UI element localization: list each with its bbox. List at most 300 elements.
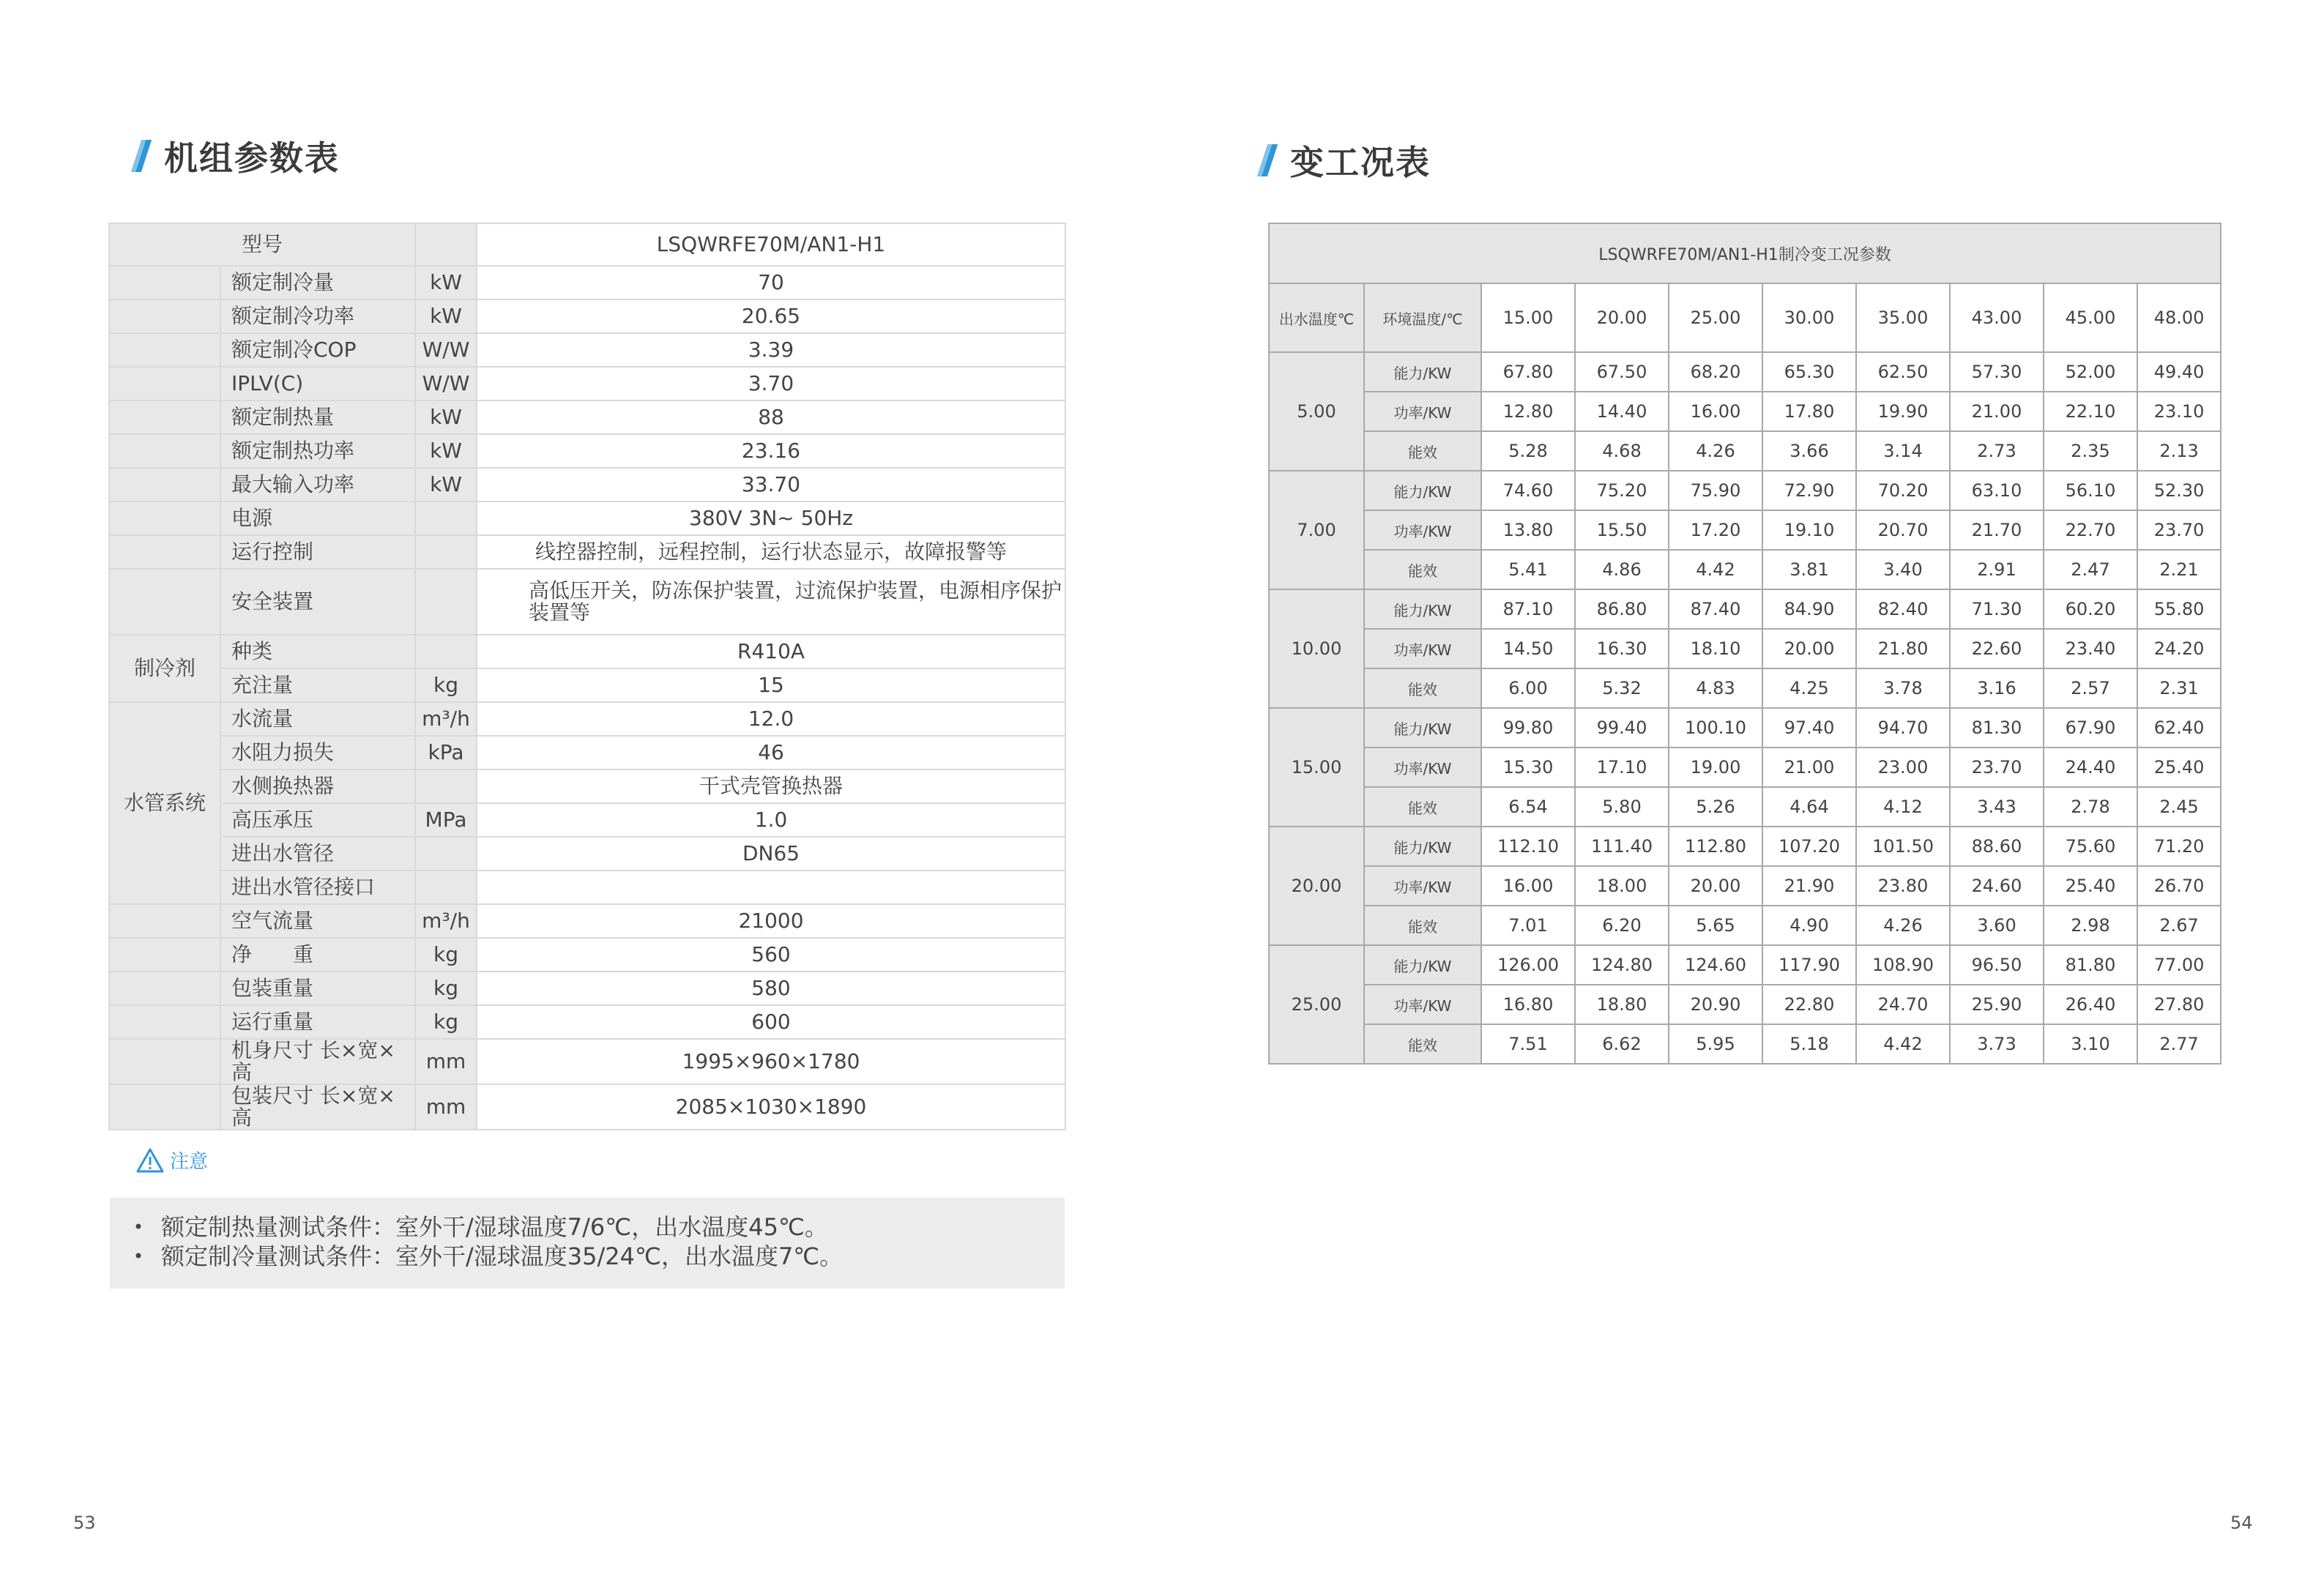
- metric-value: 101.50: [1856, 827, 1950, 866]
- group-cell: [109, 266, 220, 299]
- metric-value: 67.50: [1575, 352, 1669, 392]
- param-name: 进出水管径接口: [220, 870, 415, 904]
- spec-row: [109, 972, 1065, 1005]
- param-unit: kW: [415, 468, 477, 502]
- metric-value: 55.80: [2137, 589, 2221, 629]
- metric-label: 能力/KW: [1364, 589, 1481, 629]
- metric-value: 16.30: [1575, 629, 1669, 668]
- spec-row: [109, 668, 1065, 702]
- group-cell: [109, 972, 220, 1005]
- metric-value: 4.26: [1856, 906, 1950, 945]
- spec-row: [109, 1005, 1065, 1039]
- metric-value: 99.80: [1481, 708, 1575, 748]
- metric-value: 25.90: [1950, 985, 2044, 1024]
- metric-value: 18.10: [1669, 629, 1762, 668]
- metric-value: 124.60: [1669, 945, 1762, 985]
- metric-value: 56.10: [2044, 471, 2137, 510]
- param-unit: m³/h: [415, 702, 477, 736]
- metric-value: 7.01: [1481, 906, 1575, 945]
- spec-row: [109, 266, 1065, 299]
- metric-value: 22.60: [1950, 629, 2044, 668]
- param-unit: [415, 502, 477, 535]
- perf-row: [1269, 629, 2221, 668]
- metric-value: 22.10: [2044, 392, 2137, 431]
- group-cell: [109, 938, 220, 972]
- param-value: 560: [477, 938, 1065, 972]
- perf-row: [1269, 392, 2221, 431]
- param-name: 水流量: [220, 702, 415, 736]
- param-value: 33.70: [477, 468, 1065, 502]
- param-value: 12.0: [477, 702, 1065, 736]
- metric-value: 4.90: [1762, 906, 1856, 945]
- group-cell: [109, 367, 220, 400]
- metric-value: 3.43: [1950, 787, 2044, 827]
- param-value: DN65: [477, 837, 1065, 870]
- metric-value: 87.10: [1481, 589, 1575, 629]
- param-unit: [415, 870, 477, 904]
- spec-row: [109, 635, 1065, 668]
- spec-table: [108, 223, 1066, 1130]
- note-text: 额定制冷量测试条件：室外干/湿球温度35/24℃，出水温度7℃。: [161, 1242, 843, 1270]
- param-value: R410A: [477, 635, 1065, 668]
- metric-value: 2.77: [2137, 1024, 2221, 1064]
- spec-row: [109, 702, 1065, 736]
- param-value: 46: [477, 736, 1065, 769]
- param-unit: W/W: [415, 333, 477, 367]
- metric-value: 2.31: [2137, 668, 2221, 708]
- metric-value: 99.40: [1575, 708, 1669, 748]
- metric-value: 5.41: [1481, 550, 1575, 589]
- metric-value: 3.66: [1762, 431, 1856, 471]
- water-group-label: 水管系统: [109, 702, 220, 904]
- param-unit: mm: [415, 1084, 477, 1130]
- param-unit: kW: [415, 299, 477, 333]
- param-name: 机身尺寸 长×宽×高: [220, 1039, 415, 1084]
- metric-value: 112.10: [1481, 827, 1575, 866]
- note-box: [110, 1198, 1065, 1289]
- spec-row: [109, 333, 1065, 367]
- metric-value: 17.10: [1575, 748, 1669, 787]
- metric-value: 23.10: [2137, 392, 2221, 431]
- metric-label: 功率/KW: [1364, 748, 1481, 787]
- metric-label: 能力/KW: [1364, 945, 1481, 985]
- param-value: 1.0: [477, 803, 1065, 837]
- page-number-right: 54: [2230, 1513, 2253, 1533]
- spec-row: [109, 803, 1065, 837]
- param-value: 线控器控制，远程控制，运行状态显示，故障报警等: [477, 535, 1065, 569]
- metric-value: 14.40: [1575, 392, 1669, 431]
- metric-value: 87.40: [1669, 589, 1762, 629]
- perf-row: [1269, 866, 2221, 906]
- metric-value: 60.20: [2044, 589, 2137, 629]
- group-cell: [109, 299, 220, 333]
- metric-value: 3.73: [1950, 1024, 2044, 1064]
- metric-value: 19.90: [1856, 392, 1950, 431]
- metric-value: 100.10: [1669, 708, 1762, 748]
- metric-value: 86.80: [1575, 589, 1669, 629]
- group-cell: [109, 502, 220, 535]
- metric-value: 4.64: [1762, 787, 1856, 827]
- param-name: 额定制冷COP: [220, 333, 415, 367]
- perf-row: [1269, 1024, 2221, 1064]
- group-cell: [109, 569, 220, 635]
- metric-value: 52.00: [2044, 352, 2137, 392]
- metric-value: 4.42: [1669, 550, 1762, 589]
- metric-value: 57.30: [1950, 352, 2044, 392]
- metric-value: 84.90: [1762, 589, 1856, 629]
- ambient-temp-cell: 20.00: [1575, 283, 1669, 352]
- metric-value: 70.20: [1856, 471, 1950, 510]
- metric-value: 5.95: [1669, 1024, 1762, 1064]
- note-item: [110, 1212, 1065, 1242]
- metric-value: 52.30: [2137, 471, 2221, 510]
- param-unit: [415, 837, 477, 870]
- param-name: 高压承压: [220, 803, 415, 837]
- metric-label: 能效: [1364, 550, 1481, 589]
- metric-value: 2.91: [1950, 550, 2044, 589]
- metric-value: 71.20: [2137, 827, 2221, 866]
- param-name: IPLV(C): [220, 367, 415, 400]
- ambient-temp-cell: 43.00: [1950, 283, 2044, 352]
- metric-value: 3.14: [1856, 431, 1950, 471]
- ambient-temp-cell: 48.00: [2137, 283, 2221, 352]
- metric-value: 2.35: [2044, 431, 2137, 471]
- perf-row: [1269, 471, 2221, 510]
- group-cell: [109, 1039, 220, 1084]
- outlet-temp-header: 出水温度℃: [1269, 283, 1364, 352]
- outlet-temp-cell: 15.00: [1269, 708, 1364, 827]
- note-heading: [136, 1147, 208, 1174]
- param-unit: [415, 635, 477, 668]
- metric-value: 21.80: [1856, 629, 1950, 668]
- param-unit: W/W: [415, 367, 477, 400]
- perf-caption-row: [1269, 223, 2221, 283]
- group-cell: [109, 468, 220, 502]
- metric-value: 94.70: [1856, 708, 1950, 748]
- metric-value: 5.80: [1575, 787, 1669, 827]
- metric-value: 71.30: [1950, 589, 2044, 629]
- refrigerant-group-label: 制冷剂: [109, 635, 220, 702]
- perf-row: [1269, 827, 2221, 866]
- metric-value: 82.40: [1856, 589, 1950, 629]
- metric-value: 2.47: [2044, 550, 2137, 589]
- metric-value: 21.90: [1762, 866, 1856, 906]
- metric-value: 96.50: [1950, 945, 2044, 985]
- param-unit: kW: [415, 400, 477, 434]
- spec-row: [109, 535, 1065, 569]
- outlet-temp-cell: 10.00: [1269, 589, 1364, 708]
- metric-value: 24.40: [2044, 748, 2137, 787]
- param-name: 包装重量: [220, 972, 415, 1005]
- param-name: 净 重: [220, 938, 415, 972]
- spec-row: [109, 299, 1065, 333]
- metric-label: 功率/KW: [1364, 510, 1481, 550]
- metric-value: 4.26: [1669, 431, 1762, 471]
- param-value: 580: [477, 972, 1065, 1005]
- param-name: 额定制冷量: [220, 266, 415, 299]
- metric-value: 16.00: [1481, 866, 1575, 906]
- metric-value: 5.18: [1762, 1024, 1856, 1064]
- ambient-temp-cell: 15.00: [1481, 283, 1575, 352]
- metric-value: 62.40: [2137, 708, 2221, 748]
- metric-value: 25.40: [2044, 866, 2137, 906]
- group-cell: [109, 1005, 220, 1039]
- metric-value: 107.20: [1762, 827, 1856, 866]
- param-unit: kg: [415, 938, 477, 972]
- metric-value: 63.10: [1950, 471, 2044, 510]
- metric-value: 23.40: [2044, 629, 2137, 668]
- metric-value: 67.90: [2044, 708, 2137, 748]
- metric-value: 4.25: [1762, 668, 1856, 708]
- ambient-temp-cell: 35.00: [1856, 283, 1950, 352]
- metric-value: 2.13: [2137, 431, 2221, 471]
- spec-row: [109, 1084, 1065, 1130]
- metric-value: 5.28: [1481, 431, 1575, 471]
- spec-row: [109, 569, 1065, 635]
- param-name: 电源: [220, 502, 415, 535]
- param-value: 3.70: [477, 367, 1065, 400]
- metric-value: 65.30: [1762, 352, 1856, 392]
- metric-value: 62.50: [1856, 352, 1950, 392]
- metric-value: 77.00: [2137, 945, 2221, 985]
- param-unit: MPa: [415, 803, 477, 837]
- spec-row: [109, 904, 1065, 938]
- ambient-temp-cell: 25.00: [1669, 283, 1762, 352]
- param-name: 种类: [220, 635, 415, 668]
- metric-value: 5.32: [1575, 668, 1669, 708]
- metric-value: 2.57: [2044, 668, 2137, 708]
- model-label: 型号: [109, 223, 415, 266]
- metric-value: 23.80: [1856, 866, 1950, 906]
- metric-value: 24.70: [1856, 985, 1950, 1024]
- metric-value: 74.60: [1481, 471, 1575, 510]
- group-cell: [109, 1084, 220, 1130]
- perf-row: [1269, 352, 2221, 392]
- group-cell: [109, 333, 220, 367]
- param-value: [477, 870, 1065, 904]
- perf-row: [1269, 985, 2221, 1024]
- spec-row: [109, 367, 1065, 400]
- metric-value: 81.30: [1950, 708, 2044, 748]
- metric-value: 4.83: [1669, 668, 1762, 708]
- perf-row: [1269, 589, 2221, 629]
- metric-value: 22.70: [2044, 510, 2137, 550]
- metric-value: 26.40: [2044, 985, 2137, 1024]
- perf-header-row: [1269, 283, 2221, 352]
- ambient-temp-header: 环境温度/℃: [1364, 283, 1481, 352]
- metric-value: 3.10: [2044, 1024, 2137, 1064]
- param-value: 23.16: [477, 434, 1065, 468]
- perf-row: [1269, 431, 2221, 471]
- perf-row: [1269, 708, 2221, 748]
- metric-value: 18.80: [1575, 985, 1669, 1024]
- metric-value: 17.20: [1669, 510, 1762, 550]
- note-label: 注意: [170, 1151, 209, 1173]
- param-value: 2085×1030×1890: [477, 1084, 1065, 1130]
- metric-value: 75.90: [1669, 471, 1762, 510]
- outlet-temp-cell: 5.00: [1269, 352, 1364, 471]
- metric-value: 3.81: [1762, 550, 1856, 589]
- spec-header-row: [109, 223, 1065, 266]
- param-name: 运行重量: [220, 1005, 415, 1039]
- metric-value: 108.90: [1856, 945, 1950, 985]
- perf-caption: LSQWRFE70M/AN1-H1制冷变工况参数: [1269, 223, 2221, 283]
- metric-value: 3.16: [1950, 668, 2044, 708]
- metric-value: 16.80: [1481, 985, 1575, 1024]
- metric-value: 21.70: [1950, 510, 2044, 550]
- perf-row: [1269, 748, 2221, 787]
- group-cell: [109, 535, 220, 569]
- note-text: 额定制热量测试条件：室外干/湿球温度7/6℃，出水温度45℃。: [161, 1213, 828, 1241]
- metric-value: 23.00: [1856, 748, 1950, 787]
- metric-value: 6.20: [1575, 906, 1669, 945]
- metric-value: 19.00: [1669, 748, 1762, 787]
- metric-value: 7.51: [1481, 1024, 1575, 1064]
- metric-value: 2.67: [2137, 906, 2221, 945]
- param-unit: kW: [415, 266, 477, 299]
- spec-row: [109, 769, 1065, 803]
- perf-row: [1269, 787, 2221, 827]
- metric-value: 75.20: [1575, 471, 1669, 510]
- metric-value: 13.80: [1481, 510, 1575, 550]
- metric-label: 能力/KW: [1364, 708, 1481, 748]
- metric-value: 88.60: [1950, 827, 2044, 866]
- metric-label: 能效: [1364, 906, 1481, 945]
- param-unit: mm: [415, 1039, 477, 1084]
- metric-label: 功率/KW: [1364, 985, 1481, 1024]
- param-unit: kg: [415, 1005, 477, 1039]
- outlet-temp-cell: 25.00: [1269, 945, 1364, 1064]
- metric-value: 117.90: [1762, 945, 1856, 985]
- metric-value: 2.98: [2044, 906, 2137, 945]
- param-unit: kW: [415, 434, 477, 468]
- spec-section-heading: [136, 132, 340, 180]
- perf-row: [1269, 668, 2221, 708]
- metric-label: 能力/KW: [1364, 352, 1481, 392]
- metric-value: 5.26: [1669, 787, 1762, 827]
- model-value: LSQWRFE70M/AN1-H1: [477, 223, 1065, 266]
- metric-value: 12.80: [1481, 392, 1575, 431]
- metric-value: 14.50: [1481, 629, 1575, 668]
- param-value: 600: [477, 1005, 1065, 1039]
- spec-row: [109, 400, 1065, 434]
- spec-row: [109, 870, 1065, 904]
- metric-value: 21.00: [1950, 392, 2044, 431]
- perf-section-heading: [1262, 136, 1431, 184]
- metric-label: 能效: [1364, 787, 1481, 827]
- group-cell: [109, 904, 220, 938]
- param-value: 88: [477, 400, 1065, 434]
- metric-value: 18.00: [1575, 866, 1669, 906]
- metric-label: 能效: [1364, 431, 1481, 471]
- metric-value: 20.70: [1856, 510, 1950, 550]
- metric-value: 4.42: [1856, 1024, 1950, 1064]
- metric-label: 能效: [1364, 668, 1481, 708]
- metric-value: 111.40: [1575, 827, 1669, 866]
- metric-value: 25.40: [2137, 748, 2221, 787]
- metric-value: 5.65: [1669, 906, 1762, 945]
- metric-value: 75.60: [2044, 827, 2137, 866]
- heading-accent-icon: [131, 140, 152, 172]
- heading-accent-icon: [1257, 144, 1278, 176]
- metric-value: 3.40: [1856, 550, 1950, 589]
- param-value: 1995×960×1780: [477, 1039, 1065, 1084]
- page-number-left: 53: [73, 1513, 96, 1533]
- outlet-temp-cell: 7.00: [1269, 471, 1364, 589]
- metric-value: 2.45: [2137, 787, 2221, 827]
- spec-row: [109, 1039, 1065, 1084]
- metric-value: 26.70: [2137, 866, 2221, 906]
- metric-value: 15.30: [1481, 748, 1575, 787]
- param-value: 高低压开关，防冻保护装置，过流保护装置，电源相序保护装置等: [477, 569, 1065, 635]
- perf-row: [1269, 906, 2221, 945]
- metric-value: 97.40: [1762, 708, 1856, 748]
- metric-label: 功率/KW: [1364, 392, 1481, 431]
- metric-value: 67.80: [1481, 352, 1575, 392]
- metric-value: 4.12: [1856, 787, 1950, 827]
- param-name: 额定制热功率: [220, 434, 415, 468]
- metric-value: 17.80: [1762, 392, 1856, 431]
- metric-value: 6.00: [1481, 668, 1575, 708]
- param-unit: kg: [415, 972, 477, 1005]
- metric-value: 2.73: [1950, 431, 2044, 471]
- metric-value: 124.80: [1575, 945, 1669, 985]
- metric-value: 49.40: [2137, 352, 2221, 392]
- param-name: 进出水管径: [220, 837, 415, 870]
- bullet-icon: •: [133, 1217, 144, 1237]
- perf-row: [1269, 550, 2221, 589]
- group-cell: [109, 400, 220, 434]
- param-value: 15: [477, 668, 1065, 702]
- metric-value: 23.70: [2137, 510, 2221, 550]
- metric-value: 24.60: [1950, 866, 2044, 906]
- metric-value: 4.68: [1575, 431, 1669, 471]
- metric-value: 81.80: [2044, 945, 2137, 985]
- param-name: 安全装置: [220, 569, 415, 635]
- metric-value: 3.78: [1856, 668, 1950, 708]
- ambient-temp-cell: 45.00: [2044, 283, 2137, 352]
- param-unit: kg: [415, 668, 477, 702]
- metric-label: 能力/KW: [1364, 471, 1481, 510]
- metric-value: 23.70: [1950, 748, 2044, 787]
- metric-value: 72.90: [1762, 471, 1856, 510]
- perf-table: [1268, 223, 2221, 1065]
- bullet-icon: •: [133, 1246, 144, 1267]
- note-item: [110, 1242, 1065, 1271]
- metric-value: 3.60: [1950, 906, 2044, 945]
- spec-row: [109, 837, 1065, 870]
- spec-row: [109, 938, 1065, 972]
- metric-value: 24.20: [2137, 629, 2221, 668]
- param-value: 干式壳管换热器: [477, 769, 1065, 803]
- perf-row: [1269, 510, 2221, 550]
- param-unit: [415, 769, 477, 803]
- param-name: 水阻力损失: [220, 736, 415, 769]
- spec-row: [109, 434, 1065, 468]
- metric-value: 4.86: [1575, 550, 1669, 589]
- param-name: 最大输入功率: [220, 468, 415, 502]
- metric-value: 19.10: [1762, 510, 1856, 550]
- param-name: 运行控制: [220, 535, 415, 569]
- unit-cell: [415, 223, 477, 266]
- param-unit: [415, 569, 477, 635]
- param-name: 额定制冷功率: [220, 299, 415, 333]
- metric-value: 20.90: [1669, 985, 1762, 1024]
- param-unit: [415, 535, 477, 569]
- metric-value: 2.78: [2044, 787, 2137, 827]
- param-unit: m³/h: [415, 904, 477, 938]
- perf-row: [1269, 945, 2221, 985]
